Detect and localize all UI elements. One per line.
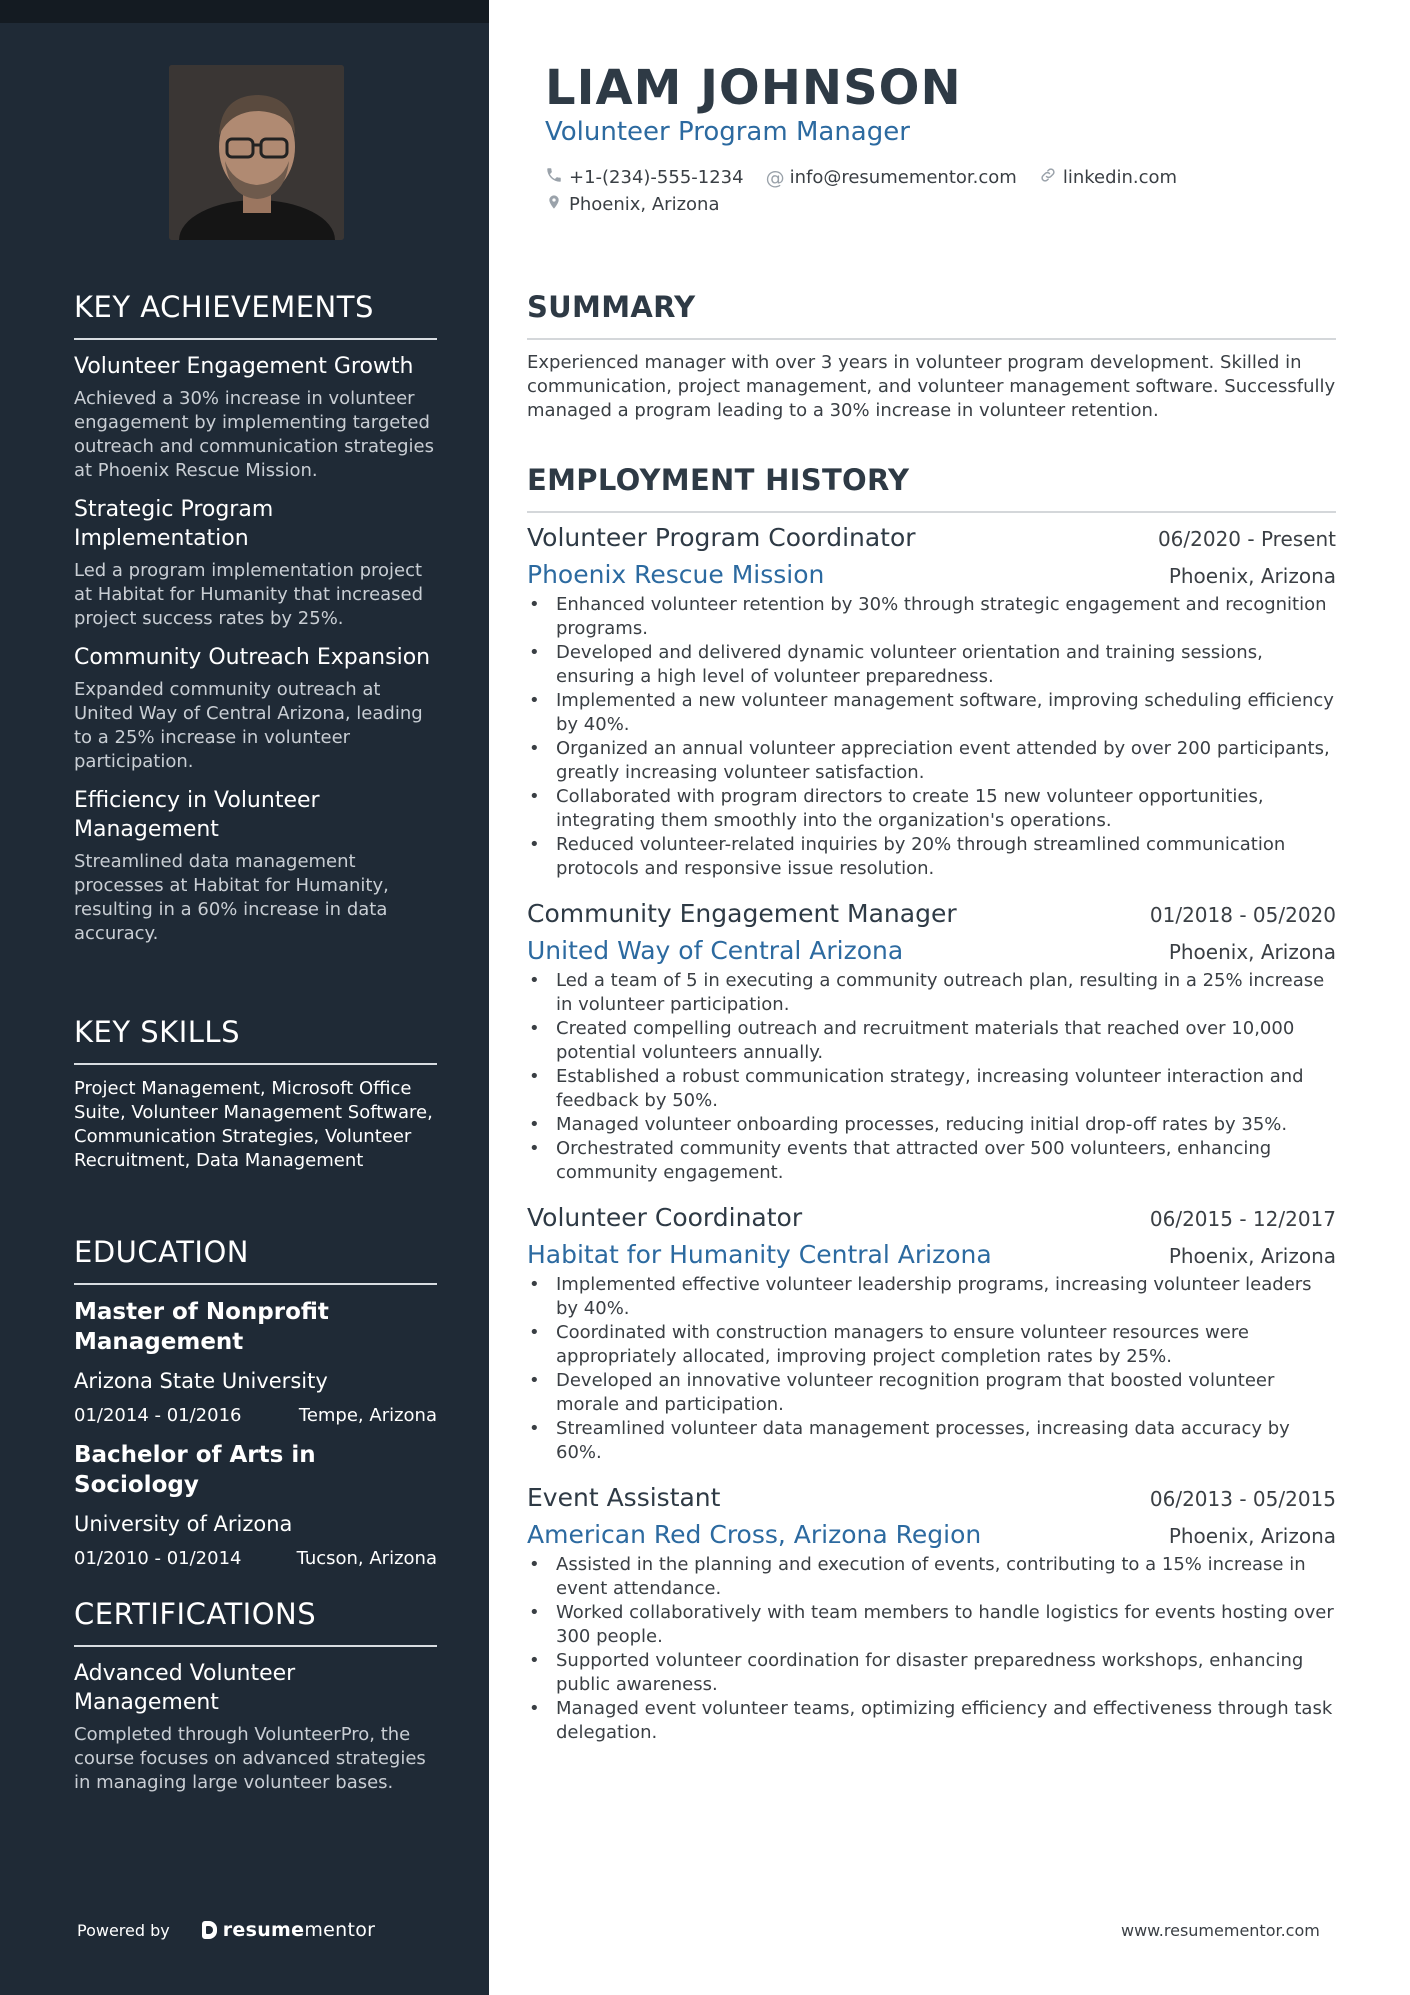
job-bullet: • Assisted in the planning and execution of events, contributing to a 15% increase in event attendance. <box>527 1553 1336 1601</box>
job-bullet: • Supported volunteer coordination for disaster preparedness workshops, enhancing public awareness. <box>527 1649 1336 1697</box>
education-section <box>74 1235 437 1569</box>
education-location: Tucson, Arizona <box>296 1548 437 1569</box>
at-icon: @ <box>765 166 785 189</box>
job-subheader <box>527 1240 1336 1269</box>
job-bullet: • Enhanced volunteer retention by 30% through strategic engagement and recognition programs. <box>527 593 1336 641</box>
education-school: Arizona State University <box>74 1369 328 1393</box>
key-skills-section <box>74 1015 437 1173</box>
job-bullet: • Organized an annual volunteer appreciation event attended by over 200 participants, greatly increasing volunteer satisfaction. <box>527 737 1336 785</box>
key-skills-heading: KEY SKILLS <box>74 1015 437 1065</box>
education-degree: Bachelor of Arts in Sociology <box>74 1442 316 1498</box>
footer-url[interactable]: www.resumementor.com <box>1121 1921 1320 1940</box>
education-meta <box>74 1405 437 1426</box>
achievement-item <box>74 352 437 483</box>
contact-linkedin[interactable] <box>1039 166 1177 189</box>
job-bullet: • Established a robust communication strategy, increasing volunteer interaction and feedback by 50%. <box>527 1065 1336 1113</box>
job-title: Community Engagement Manager <box>527 899 957 928</box>
job-bullet: • Implemented a new volunteer management software, improving scheduling efficiency by 40%. <box>527 689 1336 737</box>
brand-name-light: mentor <box>304 1919 376 1941</box>
job-title: Volunteer Coordinator <box>527 1203 803 1232</box>
job-dates: 06/2020 - Present <box>1157 527 1336 551</box>
job-bullet: • Reduced volunteer-related inquiries by 20% through streamlined communication protocols and responsive issue resolution. <box>527 833 1336 881</box>
sidebar-top-bar <box>0 0 489 23</box>
job-bullet: • Implemented effective volunteer leadership programs, increasing volunteer leaders by 40%. <box>527 1273 1336 1321</box>
job-subheader <box>527 1520 1336 1549</box>
job-entry <box>527 523 1336 881</box>
contact-row <box>545 164 1199 191</box>
contact-location <box>545 193 719 216</box>
job-bullet: • Led a team of 5 in executing a community outreach plan, resulting in a 25% increase in volunteer participation. <box>527 969 1336 1017</box>
education-school: University of Arizona <box>74 1512 293 1536</box>
skills-list: Project Management, Microsoft Office Suite, Volunteer Management Software, Communication Strategies, Volunteer Recruitment, Data Management <box>74 1078 433 1171</box>
certification-title: Advanced Volunteer Management <box>74 1661 296 1715</box>
job-bullet: • Worked collaboratively with team members to handle logistics for events hosting over 300 people. <box>527 1601 1336 1649</box>
job-entry <box>527 1203 1336 1465</box>
job-entry <box>527 1483 1336 1745</box>
job-bullet: • Streamlined volunteer data management processes, increasing data accuracy by 60%. <box>527 1417 1336 1465</box>
job-title: Event Assistant <box>527 1483 721 1512</box>
achievement-title: Strategic Program Implementation <box>74 497 274 551</box>
summary-heading: SUMMARY <box>527 290 1336 340</box>
achievement-item <box>74 786 437 946</box>
contact-email[interactable] <box>766 167 1017 189</box>
profile-photo-image <box>169 65 344 240</box>
job-dates: 06/2015 - 12/2017 <box>1149 1207 1336 1231</box>
brand-logo[interactable] <box>202 1919 376 1941</box>
job-company: Habitat for Humanity Central Arizona <box>527 1240 992 1269</box>
employment-heading: EMPLOYMENT HISTORY <box>527 463 1336 513</box>
brand-name-bold: resume <box>222 1919 305 1941</box>
achievement-desc: Achieved a 30% increase in volunteer engagement by implementing targeted outreach and communication strategies at Phoenix Rescue Mission. <box>74 388 434 481</box>
achievement-title: Efficiency in Volunteer Management <box>74 788 320 842</box>
job-entry <box>527 899 1336 1185</box>
job-bullet: • Developed an innovative volunteer recognition program that boosted volunteer morale and participation. <box>527 1369 1336 1417</box>
job-bullets <box>527 1553 1336 1745</box>
job-location: Phoenix, Arizona <box>1168 564 1336 588</box>
location-text: Phoenix, Arizona <box>569 194 720 215</box>
certification-desc: Completed through VolunteerPro, the course focuses on advanced strategies in managing large volunteer bases. <box>74 1724 426 1793</box>
education-heading: EDUCATION <box>74 1235 437 1285</box>
job-location: Phoenix, Arizona <box>1168 1524 1336 1548</box>
job-location: Phoenix, Arizona <box>1168 940 1336 964</box>
education-dates: 01/2010 - 01/2014 <box>74 1548 242 1569</box>
powered-by-label: Powered by <box>77 1920 170 1940</box>
education-location: Tempe, Arizona <box>298 1405 437 1426</box>
job-title: Volunteer Program Coordinator <box>527 523 916 552</box>
email-text: info@resumementor.com <box>789 167 1017 188</box>
achievement-title: Volunteer Engagement Growth <box>74 354 414 379</box>
education-degree: Master of Nonprofit Management <box>74 1299 329 1355</box>
achievement-title: Community Outreach Expansion <box>74 645 431 670</box>
job-header <box>527 1483 1336 1512</box>
phone-text: +1-(234)-555-1234 <box>569 167 744 188</box>
job-bullet: • Managed volunteer onboarding processes, reducing initial drop-off rates by 35%. <box>527 1113 1336 1137</box>
contact-phone[interactable] <box>545 166 744 189</box>
job-bullet: • Managed event volunteer teams, optimizing efficiency and effectiveness through task delegation. <box>527 1697 1336 1745</box>
job-bullet: • Developed and delivered dynamic volunteer orientation and training sessions, ensuring a high level of volunteer preparedness. <box>527 641 1336 689</box>
certification-item <box>74 1659 437 1795</box>
job-bullets <box>527 593 1336 881</box>
link-icon <box>1039 166 1057 189</box>
phone-icon <box>545 166 563 189</box>
brand-mark-icon <box>202 1921 217 1939</box>
certifications-section <box>74 1597 437 1795</box>
job-company: American Red Cross, Arizona Region <box>527 1520 982 1549</box>
job-bullet: • Orchestrated community events that attracted over 500 volunteers, enhancing community engagement. <box>527 1137 1336 1185</box>
summary-text: Experienced manager with over 3 years in volunteer program development. Skilled in communication, project management, and volunteer management software. Successfully managed a program leading to a 30% increase in volunteer retention. <box>527 352 1336 421</box>
achievement-desc: Streamlined data management processes at Habitat for Humanity, resulting in a 60% increase in data accuracy. <box>74 851 389 944</box>
job-subheader <box>527 936 1336 965</box>
sidebar <box>0 0 489 1995</box>
job-bullet: • Created compelling outreach and recruitment materials that reached over 10,000 potential volunteers annually. <box>527 1017 1336 1065</box>
job-company: Phoenix Rescue Mission <box>527 560 825 589</box>
job-dates: 06/2013 - 05/2015 <box>1149 1487 1336 1511</box>
education-item <box>74 1297 437 1426</box>
job-dates: 01/2018 - 05/2020 <box>1149 903 1336 927</box>
job-subheader <box>527 560 1336 589</box>
achievement-item <box>74 495 437 631</box>
contact-info <box>545 164 1199 218</box>
key-achievements-heading: KEY ACHIEVEMENTS <box>74 290 437 340</box>
education-meta <box>74 1548 437 1569</box>
location-pin-icon <box>545 193 563 216</box>
job-bullets <box>527 969 1336 1185</box>
profile-photo <box>169 65 344 240</box>
job-bullet: • Coordinated with construction managers to ensure volunteer resources were appropriately allocated, improving project completion rates by 25%. <box>527 1321 1336 1369</box>
achievement-desc: Led a program implementation project at Habitat for Humanity that increased project success rates by 25%. <box>74 560 424 629</box>
job-header <box>527 899 1336 928</box>
job-location: Phoenix, Arizona <box>1168 1244 1336 1268</box>
job-bullet: • Collaborated with program directors to create 15 new volunteer opportunities, integrating them smoothly into the organization's operations. <box>527 785 1336 833</box>
employment-section <box>527 463 1336 1745</box>
certifications-heading: CERTIFICATIONS <box>74 1597 437 1647</box>
job-bullets <box>527 1273 1336 1465</box>
contact-row <box>545 191 1199 218</box>
achievement-item <box>74 643 437 774</box>
education-item <box>74 1440 437 1569</box>
key-achievements-section <box>74 290 437 946</box>
candidate-name: LIAM JOHNSON <box>545 60 962 116</box>
job-header <box>527 1203 1336 1232</box>
candidate-role: Volunteer Program Manager <box>545 117 910 147</box>
achievement-desc: Expanded community outreach at United Way of Central Arizona, leading to a 25% increase in volunteer participation. <box>74 679 423 772</box>
job-company: United Way of Central Arizona <box>527 936 904 965</box>
linkedin-text: linkedin.com <box>1062 167 1178 188</box>
education-dates: 01/2014 - 01/2016 <box>74 1405 242 1426</box>
powered-by <box>77 1919 375 1941</box>
job-header <box>527 523 1336 552</box>
summary-section <box>527 290 1336 423</box>
